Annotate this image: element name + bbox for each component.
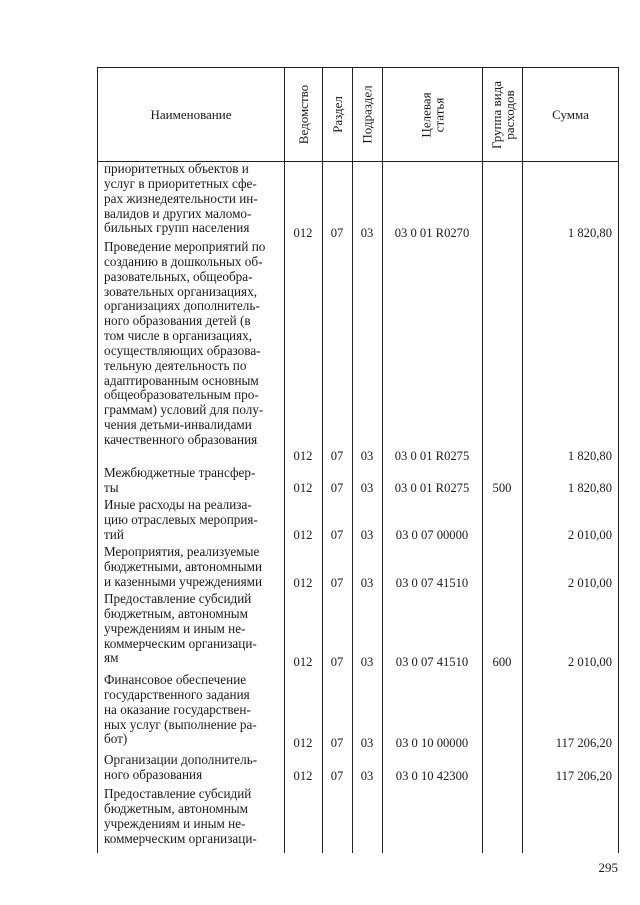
header-subsection (353, 68, 382, 161)
row-subsection: 03 (360, 481, 374, 495)
row-target: 03 0 07 00000 (395, 528, 469, 542)
page-number: 295 (598, 860, 618, 875)
row-group: 500 (492, 481, 512, 495)
row-sum: 2 010,00 (567, 655, 612, 669)
row-name: Мероприятия, реализуемые бюджетными, автономными и казенными учреждениями (104, 544, 263, 589)
row-group: 600 (492, 655, 512, 669)
row-sum: 117 206,20 (555, 769, 612, 783)
row-subsection: 03 (360, 655, 374, 669)
row-subsection: 03 (360, 528, 374, 542)
row-dept: 012 (293, 769, 313, 783)
row-name: Организации дополнитель- ного образования (104, 752, 258, 782)
row-section: 07 (330, 481, 344, 495)
header-group-line2: расходов (501, 89, 517, 140)
table-border-left (97, 67, 98, 853)
row-subsection: 03 (360, 769, 374, 783)
row-dept: 012 (293, 736, 313, 750)
header-sum (523, 68, 618, 161)
row-section: 07 (330, 769, 344, 783)
header-subsection-label: Подраздел (360, 85, 376, 144)
header-dept (285, 68, 322, 161)
row-dept: 012 (293, 528, 313, 542)
row-sum: 1 820,80 (567, 481, 612, 495)
row-target: 03 0 07 41510 (395, 655, 469, 669)
row-sum: 1 820,80 (567, 226, 612, 240)
header-section (323, 68, 352, 161)
row-name: Предоставление субсидий бюджетным, автономным учреждениям и иным не- коммерческим организаци- ям (104, 591, 257, 666)
header-target (383, 68, 482, 161)
row-subsection: 03 (360, 736, 374, 750)
row-subsection: 03 (360, 576, 374, 590)
row-section: 07 (330, 655, 344, 669)
row-dept: 012 (293, 449, 313, 463)
header-sum-label: Сумма (552, 106, 589, 122)
row-name: Предоставление субсидий бюджетным, автономным учреждениям и иным не- коммерческим организаци- (104, 786, 257, 846)
row-dept: 012 (293, 481, 313, 495)
header-group-label (490, 81, 516, 149)
row-dept: 012 (293, 576, 313, 590)
row-name: Проведение мероприятий по созданию в дошкольных об- разовательных, общеобра- зовательных организациях, организациях дополнитель- ного образования детей (в том числе в организациях, осуществляющих образова- тельную деятельность по адаптированным основным общеобразовательным про- граммам) условий для полу- чения детьми-инвалидами качественного образования (104, 239, 266, 447)
header-section-label: Раздел (330, 96, 345, 133)
row-target: 03 0 10 00000 (395, 736, 469, 750)
row-target: 03 0 10 42300 (395, 769, 469, 783)
column-divider (482, 67, 483, 853)
row-name: Иные расходы на реализа- цию отраслевых мероприя- тий (104, 497, 258, 542)
row-name: приоритетных объектов и услуг в приоритетных сфе- рах жизнедеятельности ин- валидов и других маломо- бильных групп населения (104, 161, 258, 236)
row-subsection: 03 (360, 449, 374, 463)
header-target-line1: Целевая (418, 91, 434, 138)
row-sum: 1 820,80 (567, 449, 612, 463)
row-name: Межбюджетные трансфер- ты (104, 465, 256, 495)
table-border-right (618, 67, 619, 853)
header-group (483, 68, 522, 161)
header-name (98, 68, 284, 161)
row-section: 07 (330, 449, 344, 463)
row-target: 03 0 01 R0275 (394, 481, 470, 495)
row-name: Финансовое обеспечение государственного задания на оказание государствен- ных услуг (выполнение ра- бот) (104, 672, 257, 747)
row-section: 07 (330, 576, 344, 590)
row-section: 07 (330, 736, 344, 750)
row-sum: 2 010,00 (567, 576, 612, 590)
row-subsection: 03 (360, 226, 374, 240)
row-sum: 2 010,00 (567, 528, 612, 542)
header-target-line2: статья (431, 97, 447, 132)
row-target: 03 0 07 41510 (395, 576, 469, 590)
row-dept: 012 (293, 655, 313, 669)
row-target: 03 0 01 R0270 (394, 226, 470, 240)
row-section: 07 (330, 528, 344, 542)
row-section: 07 (330, 226, 344, 240)
row-dept: 012 (293, 226, 313, 240)
row-target: 03 0 01 R0275 (394, 449, 470, 463)
header-dept-label: Ведомство (296, 84, 311, 145)
header-name-label: Наименование (150, 106, 232, 122)
row-sum: 117 206,20 (555, 736, 612, 750)
header-group-line1: Группа вида (488, 80, 504, 149)
header-target-label (419, 92, 445, 137)
